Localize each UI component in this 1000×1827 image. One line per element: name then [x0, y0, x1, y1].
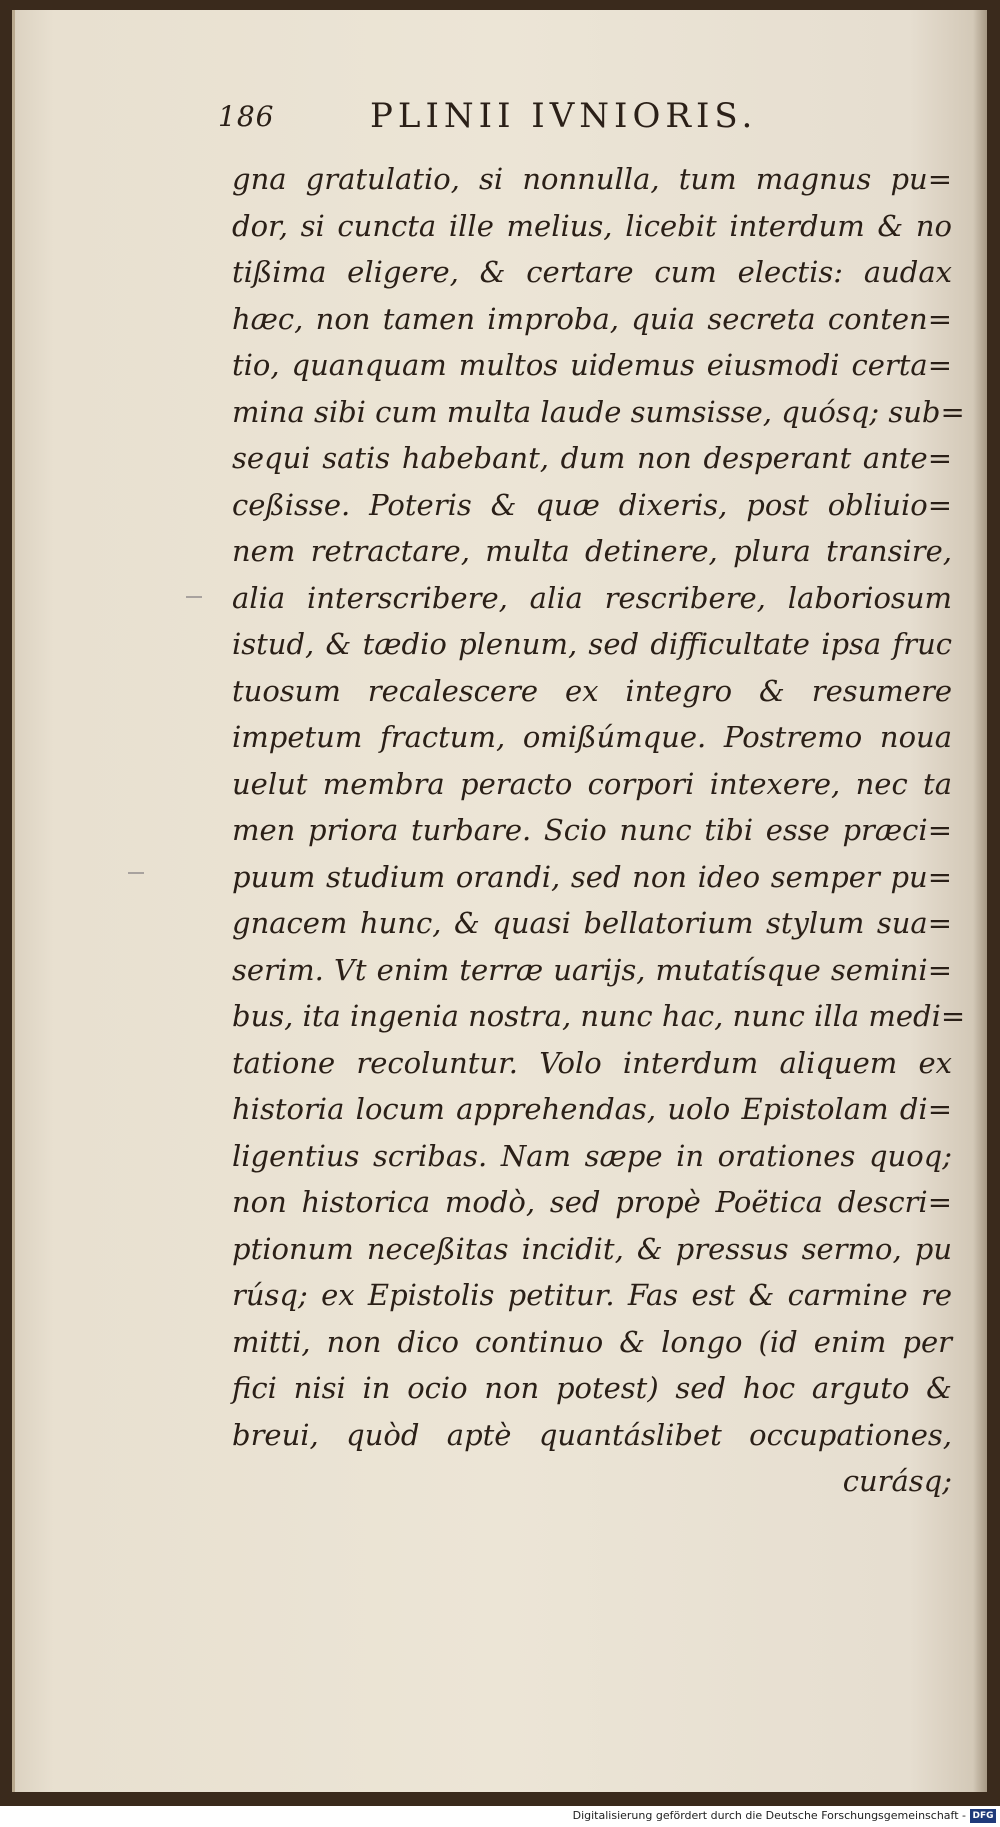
- text-line: istud, & tædio plenum, sed difficultate ipsa fruc: [232, 627, 952, 661]
- text-line: historia locum apprehendas, uolo Epistolam di=: [232, 1092, 952, 1126]
- text-line: ptionum neceßitas incidit, & pressus sermo, pu: [232, 1231, 952, 1266]
- text-line: tio, quanquam multos uidemus eiusmodi certa=: [232, 348, 952, 382]
- text-line: sequi satis habebant, dum non desperant ante=: [232, 441, 952, 475]
- margin-mark: [186, 596, 202, 598]
- text-line: gnacem hunc, & quasi bellatorium stylum sua=: [232, 906, 952, 940]
- page-edge-shadow: [973, 10, 987, 1792]
- text-line: impetum fractum, omißúmque. Postremo noua: [232, 720, 952, 754]
- text-line: hæc, non tamen improba, quia secreta conten=: [232, 301, 952, 336]
- text-line: non historica modò, sed propè Poëtica descri=: [232, 1185, 952, 1219]
- text-line: ceßisse. Poteris & quæ dixeris, post obliuio=: [232, 487, 952, 522]
- text-line: gna gratulatio, si nonnulla, tum magnus pu=: [232, 162, 952, 196]
- text-line: mitti, non dico continuo & longo (id enim per: [232, 1324, 952, 1359]
- text-line: puum studium orandi, sed non ideo semper pu=: [232, 859, 952, 894]
- text-block: [232, 156, 966, 1505]
- text-line: mina sibi cum multa laude sumsisse, quósq; sub=: [232, 394, 965, 429]
- footer-bar: [0, 1806, 1000, 1827]
- text-line: serim. Vt enim terræ uarijs, mutatísque semini=: [232, 952, 952, 987]
- text-line: tatione recoluntur. Volo interdum aliquem ex: [232, 1045, 952, 1080]
- running-head: PLINII IVNIORIS.: [370, 96, 758, 136]
- text-line: dor, si cuncta ille melius, licebit interdum & no: [232, 208, 952, 243]
- text-line: bus, ita ingenia nostra, nunc hac, nunc illa medi=: [232, 999, 966, 1033]
- text-line: breui, quòd aptè quantáslibet occupationes,: [232, 1417, 952, 1452]
- text-line: alia interscribere, alia rescribere, laboriosum: [232, 580, 952, 615]
- text-line: tißima eligere, & certare cum electis: audax: [232, 255, 952, 289]
- page-header: [218, 96, 778, 140]
- digitization-credit: Digitalisierung gefördert durch die Deutsche Forschungsgemeinschaft -: [572, 1809, 966, 1822]
- catchword: curásq;: [842, 1464, 952, 1498]
- page-number: 186: [218, 100, 275, 133]
- text-line: uelut membra peracto corpori intexere, nec ta: [232, 766, 952, 801]
- text-line: ligentius scribas. Nam sæpe in orationes quoq;: [232, 1138, 952, 1173]
- text-line: rúsq; ex Epistolis petitur. Fas est & carmine re: [232, 1278, 952, 1312]
- margin-mark: [128, 872, 144, 874]
- dfg-logo: DFG: [970, 1809, 996, 1823]
- text-line: tuosum recalescere ex integro & resumere: [232, 673, 952, 708]
- text-line: nem retractare, multa detinere, plura transire,: [232, 534, 952, 568]
- text-line: fici nisi in ocio non potest) sed hoc arguto &: [232, 1371, 952, 1405]
- text-line: men priora turbare. Scio nunc tibi esse præci=: [232, 813, 952, 847]
